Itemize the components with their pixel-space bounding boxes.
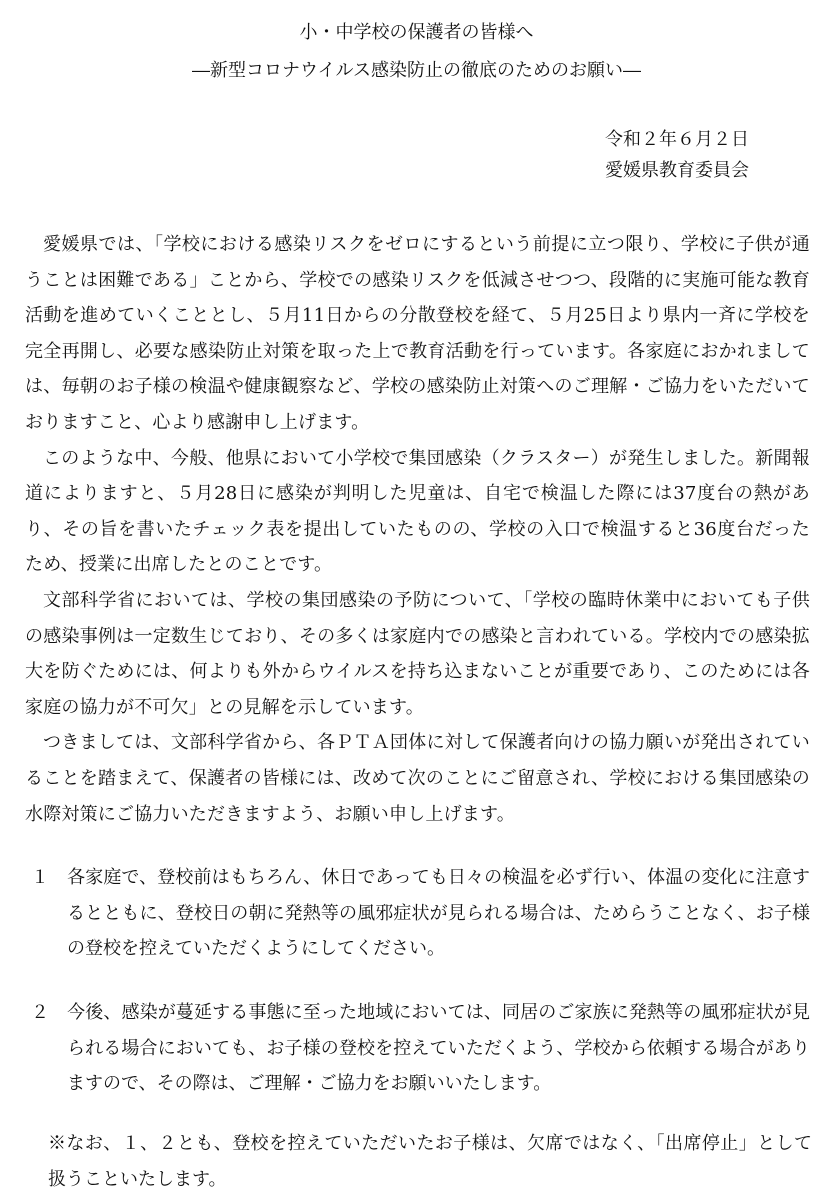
document-title: 小・中学校の保護者の皆様へ bbox=[299, 22, 534, 43]
request-item-number: ２ bbox=[31, 1002, 49, 1023]
paragraph: つきましては、文部科学省から、各ＰＴＡ団体に対して保護者向けの協力願いが発出されていることを踏まえて、保護者の皆様には、改めて次のことにご留意され、学校における集団感染の水際対策にご協力いただきますよう、お願い申し上げます。 bbox=[25, 732, 810, 825]
request-item-number: １ bbox=[31, 867, 49, 888]
paragraph: 愛媛県では、「学校における感染リスクをゼロにするという前提に立つ限り、学校に子供が通うことは困難である」ことから、学校での感染リスクを低減させつつ、段階的に実施可能な教育活動を進めていくこととし、５月11日からの分散登校を経て、５月25日より県内一斉に学校を完全再開し、必要な感染防止対策を取った上で教育活動を行っています。各家庭におかれましては、毎朝のお子様の検温や健康観察など、学校の感染防止対策へのご理解・ご協力をいただいておりますこと、心より感謝申し上げます。 bbox=[25, 234, 810, 433]
document-date: 令和２年６月２日 bbox=[605, 129, 749, 150]
request-item-1 bbox=[25, 860, 810, 967]
request-item-text: 今後、感染が蔓延する事態に至った地域においては、同居のご家族に発熱等の風邪症状が見られる場合においても、お子様の登校を控えていただくよう、学校から依頼する場合がありますので、その際は、ご理解・ご協力をお願いいたします。 bbox=[67, 1002, 810, 1095]
request-item-2 bbox=[25, 995, 810, 1102]
paragraph: 文部科学省においては、学校の集団感染の予防について、「学校の臨時休業中においても子供の感染事例は一定数生じており、その多くは家庭内での感染と言われている。学校内での感染拡大を防ぐためには、何よりも外からウイルスを持ち込まないことが重要であり、このためには各家庭の協力が不可欠」との見解を示しています。 bbox=[25, 589, 810, 718]
document-body bbox=[25, 227, 810, 832]
document-subtitle: ―新型コロナウイルス感染防止の徹底のためのお願い― bbox=[192, 60, 641, 81]
note-text: ※なお、１、２とも、登校を控えていただいたお子様は、欠席ではなく、「出席停止」として扱うこといたします。 bbox=[48, 1133, 812, 1190]
paragraph: このような中、今般、他県において小学校で集団感染（クラスター）が発生しました。新聞報道によりますと、５月28日に感染が判明した児童は、自宅で検温した際には37度台の熱があり、その旨を書いたチェック表を提出していたものの、学校の入口で検温すると36度台だったため、授業に出席したとのことです。 bbox=[25, 447, 810, 576]
request-item-text: 各家庭で、登校前はもちろん、休日であっても日々の検温を必ず行い、体温の変化に注意するとともに、登校日の朝に発熱等の風邪症状が見られる場合は、ためらうことなく、お子様の登校を控えていただくようにしてください。 bbox=[67, 867, 810, 960]
document-issuer: 愛媛県教育委員会 bbox=[605, 160, 749, 181]
